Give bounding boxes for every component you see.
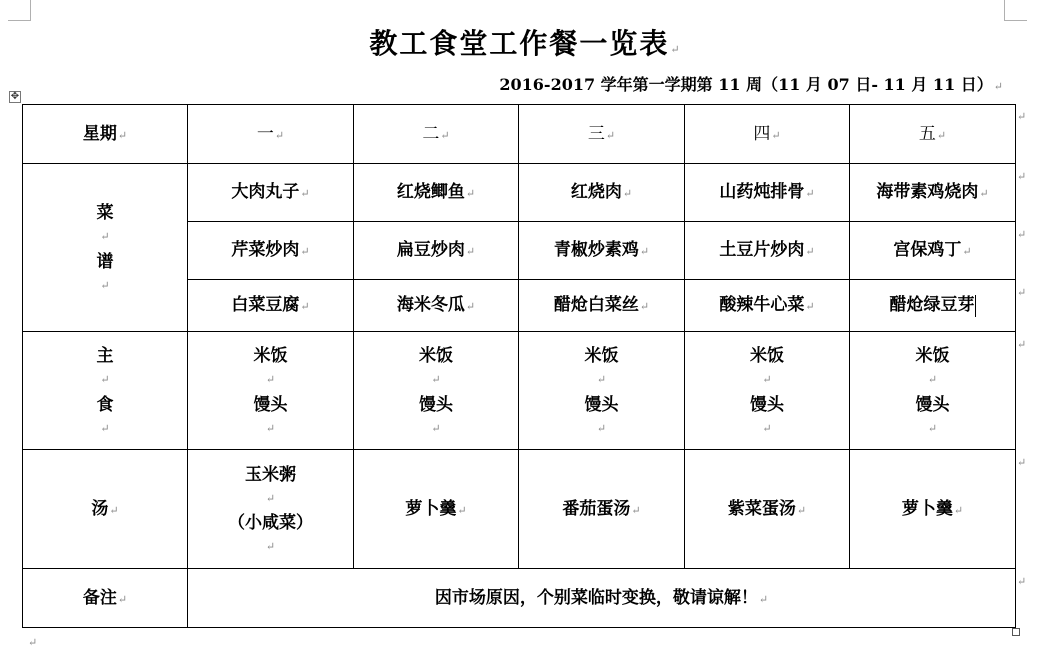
page-corner-top-right <box>1004 0 1027 21</box>
title-text: 教工食堂工作餐一览表 <box>369 27 670 60</box>
dish-cell[interactable]: 醋炝白菜丝↵ <box>519 280 685 332</box>
dish-cell[interactable]: 扁豆炒肉↵ <box>354 222 519 280</box>
soup-label-cell[interactable]: 汤↵ <box>23 450 188 569</box>
document-title[interactable] <box>0 22 1051 62</box>
paragraph-mark-icon: ↵ <box>670 43 682 56</box>
paragraph-mark-icon: ↵ <box>993 80 1003 93</box>
staple-cell[interactable]: 米饭 ↵ 馒头 ↵ <box>188 332 354 450</box>
soup-cell[interactable]: 萝卜羹↵ <box>354 450 519 569</box>
header-row <box>23 105 1016 164</box>
staple-label-cell[interactable]: 主 ↵ 食 ↵ <box>23 332 188 450</box>
row-end-mark-icon: ↵ <box>1017 338 1027 351</box>
week-subtitle[interactable] <box>499 72 1003 95</box>
dish-cell[interactable]: 山药炖排骨↵ <box>685 164 850 222</box>
row-end-mark-icon: ↵ <box>1017 575 1027 588</box>
soup-cell[interactable]: 紫菜蛋汤↵ <box>685 450 850 569</box>
weekday-label-cell[interactable]: 星期↵ <box>23 105 188 164</box>
note-row <box>23 569 1016 628</box>
staple-cell[interactable]: 米饭 ↵ 馒头 ↵ <box>685 332 850 450</box>
table-resize-handle[interactable] <box>1012 628 1020 636</box>
weekday-header-cell[interactable]: 三↵ <box>519 105 685 164</box>
soup-cell[interactable]: 萝卜羹↵ <box>850 450 1016 569</box>
paragraph-mark-icon: ↵ <box>28 636 38 649</box>
dish-cell[interactable]: 海带素鸡烧肉↵ <box>850 164 1016 222</box>
dish-cell[interactable]: 红烧肉↵ <box>519 164 685 222</box>
dish-cell[interactable]: 芹菜炒肉↵ <box>188 222 354 280</box>
staple-cell[interactable]: 米饭 ↵ 馒头 ↵ <box>850 332 1016 450</box>
dish-cell[interactable]: 海米冬瓜↵ <box>354 280 519 332</box>
page-corner-top-left <box>8 0 31 21</box>
weekday-header-cell[interactable]: 五↵ <box>850 105 1016 164</box>
subtitle-text: 2016-2017 学年第一学期第 11 周（11 月 07 日- 11 月 11 日） <box>499 75 993 94</box>
text-cursor <box>975 295 976 317</box>
row-end-mark-icon: ↵ <box>1017 228 1027 241</box>
staple-cell[interactable]: 米饭 ↵ 馒头 ↵ <box>354 332 519 450</box>
soup-row <box>23 450 1016 569</box>
soup-cell[interactable]: 番茄蛋汤↵ <box>519 450 685 569</box>
row-end-mark-icon: ↵ <box>1017 170 1027 183</box>
dish-cell[interactable]: 青椒炒素鸡↵ <box>519 222 685 280</box>
note-text-cell[interactable]: 因市场原因，个别菜临时变换，敬请谅解！↵ <box>188 569 1016 628</box>
weekday-header-cell[interactable]: 二↵ <box>354 105 519 164</box>
staple-row <box>23 332 1016 450</box>
dish-cell[interactable]: 红烧鲫鱼↵ <box>354 164 519 222</box>
dish-cell[interactable]: 宫保鸡丁↵ <box>850 222 1016 280</box>
dish-cell[interactable]: 大肉丸子↵ <box>188 164 354 222</box>
table-move-handle-icon[interactable]: ✥ <box>10 91 20 102</box>
dish-cell[interactable]: 土豆片炒肉↵ <box>685 222 850 280</box>
staple-cell[interactable]: 米饭 ↵ 馒头 ↵ <box>519 332 685 450</box>
dish-cell[interactable]: 酸辣牛心菜↵ <box>685 280 850 332</box>
row-end-mark-icon: ↵ <box>1017 286 1027 299</box>
weekday-header-cell[interactable]: 一↵ <box>188 105 354 164</box>
row-end-mark-icon: ↵ <box>1017 456 1027 469</box>
menu-row <box>23 164 1016 222</box>
menu-label-cell[interactable]: 菜 ↵ 谱 ↵ <box>23 164 188 332</box>
meal-table <box>22 104 1016 628</box>
weekday-header-cell[interactable]: 四↵ <box>685 105 850 164</box>
note-label-cell[interactable]: 备注↵ <box>23 569 188 628</box>
soup-cell[interactable]: 玉米粥 ↵ （小咸菜） ↵ <box>188 450 354 569</box>
dish-cell[interactable]: 白菜豆腐↵ <box>188 280 354 332</box>
row-end-mark-icon: ↵ <box>1017 110 1027 123</box>
dish-cell[interactable]: 醋炝绿豆芽 <box>850 280 1016 332</box>
